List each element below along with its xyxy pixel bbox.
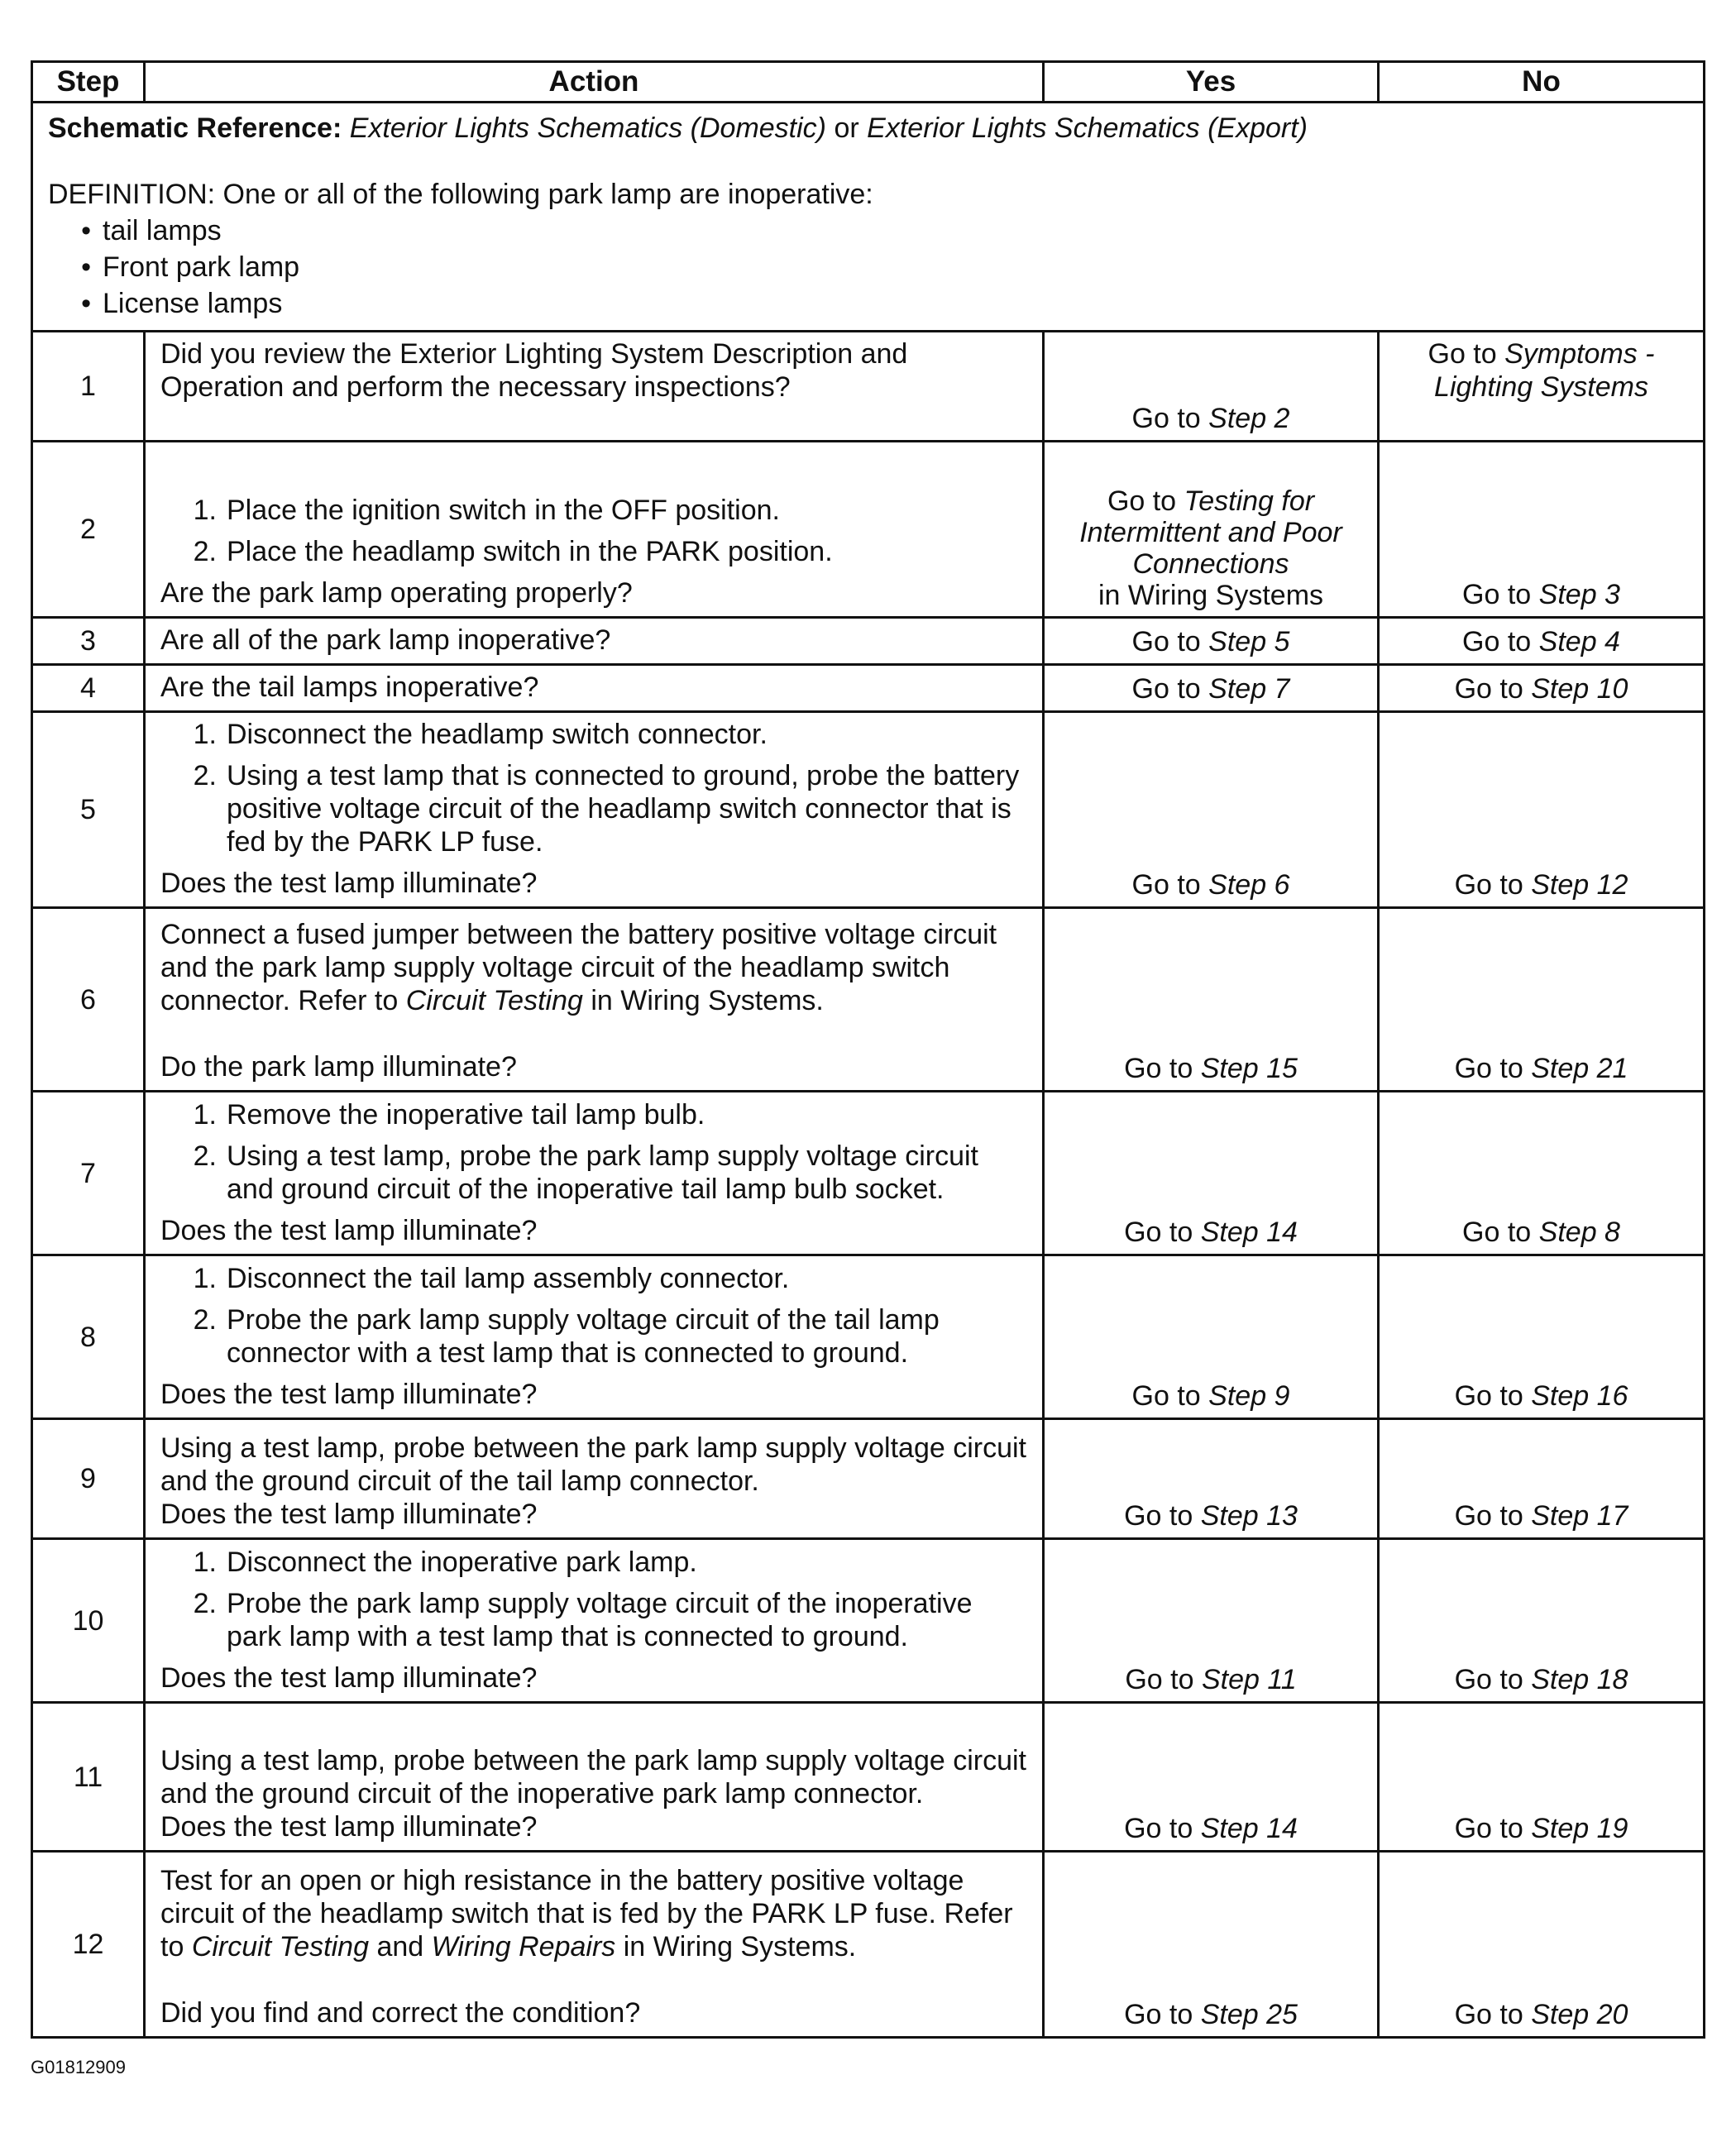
no-result (1386, 1663, 1696, 1696)
go-to-label: Go to (1454, 1999, 1523, 2030)
no-cell (1379, 332, 1705, 442)
table-row (32, 908, 1705, 1092)
action-step: 1. Disconnect the inoperative park lamp. (193, 1547, 697, 1578)
go-to-label: Go to (1454, 1500, 1523, 1532)
table-row (32, 442, 1705, 618)
action-steps (160, 718, 1031, 858)
header-yes: Yes (1044, 62, 1379, 103)
reference-or: or (834, 112, 859, 144)
step-link[interactable]: Step 5 (1208, 626, 1290, 657)
action-text: Did you review the Exterior Lighting System Description and Operation and perform the necessary inspections? (160, 338, 908, 403)
action-cell (145, 908, 1044, 1092)
step-number: 10 (32, 1539, 145, 1703)
go-to-label: Go to (1125, 1664, 1194, 1695)
no-result (1386, 672, 1696, 705)
no-result (1386, 1052, 1696, 1085)
header-row (32, 62, 1705, 103)
step-link[interactable]: Step 2 (1208, 403, 1290, 434)
go-to-label: Go to (1131, 626, 1201, 657)
table-row (32, 1539, 1705, 1703)
step-number: 12 (32, 1852, 145, 2038)
yes-cell (1044, 442, 1379, 618)
no-result (1386, 1499, 1696, 1532)
definition-list (48, 214, 1691, 320)
no-cell (1379, 1703, 1705, 1852)
yes-cell (1044, 1539, 1379, 1703)
go-to-label: Go to (1462, 579, 1532, 610)
action-cell (145, 1255, 1044, 1419)
yes-result (1051, 485, 1370, 611)
go-to-label: Go to (1454, 1380, 1523, 1412)
action-text: Using a test lamp, probe between the park lamp supply voltage circuit and the ground circuit of the tail lamp connector. (160, 1432, 1026, 1497)
diagnostic-table (31, 60, 1705, 2039)
step-number: 7 (32, 1092, 145, 1255)
step-number: 4 (32, 665, 145, 712)
step-link[interactable]: Step 14 (1200, 1217, 1298, 1248)
circuit-testing-link[interactable]: Circuit Testing (405, 985, 583, 1016)
definition-item: • Front park lamp (81, 251, 300, 283)
go-to-label: Go to (1131, 869, 1201, 901)
go-to-label: Go to (1124, 1053, 1193, 1084)
step-link[interactable]: Step 20 (1531, 1999, 1628, 2030)
action-cell (145, 1852, 1044, 2038)
step-number: 2 (32, 442, 145, 618)
step-link[interactable]: Step 8 (1538, 1217, 1620, 1248)
step-number: 3 (32, 618, 145, 665)
reference-cell (32, 103, 1705, 332)
action-cell (145, 618, 1044, 665)
action-step: 2. Place the headlamp switch in the PARK position. (193, 536, 833, 567)
action-cell (145, 665, 1044, 712)
action-cell (145, 1419, 1044, 1539)
go-to-label: Go to (1124, 1217, 1193, 1248)
yes-result (1051, 672, 1370, 705)
header-step: Step (32, 62, 145, 103)
go-to-label: Go to (1454, 1813, 1523, 1844)
yes-cell (1044, 618, 1379, 665)
action-step: 2. Using a test lamp, probe the park lamp supply voltage circuit and ground circuit of the inoperative tail lamp bulb socket. (193, 1140, 979, 1205)
step-number: 6 (32, 908, 145, 1092)
step-link[interactable]: Step 4 (1538, 626, 1620, 657)
action-cell (145, 1703, 1044, 1852)
go-to-label: Go to (1124, 1999, 1193, 2030)
action-step: 1. Place the ignition switch in the OFF position. (193, 495, 780, 526)
reference-label: Schematic Reference: (48, 112, 342, 144)
action-question: Are the park lamp operating properly? (160, 577, 633, 609)
go-to-label: Go to (1454, 869, 1523, 901)
yes-result (1051, 1998, 1370, 2031)
wiring-repairs-link[interactable]: Wiring Repairs (431, 1931, 616, 1963)
yes-cell (1044, 1419, 1379, 1539)
no-result (1386, 1998, 1696, 2031)
definition-item: • tail lamps (81, 215, 222, 246)
action-cell (145, 712, 1044, 908)
no-cell (1379, 1419, 1705, 1539)
no-result (1386, 625, 1696, 658)
step-link[interactable]: Step 16 (1531, 1380, 1628, 1412)
figure-id: G01812909 (31, 2057, 126, 2077)
step-link[interactable]: Step 7 (1208, 673, 1290, 705)
no-result (1386, 1216, 1696, 1249)
action-question: Do the park lamp illuminate? (160, 1051, 517, 1083)
step-number: 11 (32, 1703, 145, 1852)
action-question: Does the test lamp illuminate? (160, 1379, 538, 1410)
go-to-label: Go to (1454, 673, 1523, 705)
action-cell (145, 442, 1044, 618)
table-row (32, 1419, 1705, 1539)
schematic-reference (48, 112, 1691, 145)
action-steps (160, 1262, 1031, 1370)
yes-cell (1044, 1255, 1379, 1419)
no-cell (1379, 712, 1705, 908)
action-question: Are all of the park lamp inoperative? (160, 624, 611, 656)
table-row (32, 1255, 1705, 1419)
action-question: Does the test lamp illuminate? (160, 1811, 538, 1843)
definition-text: DEFINITION: One or all of the following park lamp are inoperative: (48, 179, 873, 210)
yes-result (1051, 1052, 1370, 1085)
header-action: Action (145, 62, 1044, 103)
step-number: 8 (32, 1255, 145, 1419)
action-steps (160, 494, 1031, 568)
go-to-label: Go to (1454, 1053, 1523, 1084)
go-to-label: Go to (1454, 1664, 1523, 1695)
action-question: Does the test lamp illuminate? (160, 868, 538, 899)
yes-result (1051, 1663, 1370, 1696)
step-link[interactable]: Step 11 (1201, 1664, 1297, 1695)
table-row (32, 332, 1705, 442)
reference-export: Exterior Lights Schematics (Export) (867, 112, 1308, 144)
no-result (1386, 578, 1696, 611)
yes-cell (1044, 1703, 1379, 1852)
step-number: 5 (32, 712, 145, 908)
action-step: 2. Using a test lamp that is connected to ground, probe the battery positive voltage circuit of the headlamp switch connector that is fed by the PARK LP fuse. (193, 760, 1020, 858)
action-question: Did you find and correct the condition? (160, 1997, 641, 2029)
step-number: 1 (32, 332, 145, 442)
yes-cell (1044, 1092, 1379, 1255)
action-cell (145, 1092, 1044, 1255)
no-cell (1379, 665, 1705, 712)
step-link[interactable]: Step 25 (1200, 1999, 1298, 2030)
step-number: 9 (32, 1419, 145, 1539)
table-row (32, 1703, 1705, 1852)
yes-cell (1044, 1852, 1379, 2038)
no-cell (1379, 1852, 1705, 2038)
action-text: Using a test lamp, probe between the park lamp supply voltage circuit and the ground circuit of the inoperative park lamp connector. (160, 1745, 1026, 1810)
no-cell (1379, 1539, 1705, 1703)
yes-result (1051, 625, 1370, 658)
no-result (1386, 1812, 1696, 1845)
action-text: Test for an open or high resistance in the battery positive voltage circuit of the headlamp switch that is fed by the PARK LP fuse. Refer to Circuit Testing and Wiring Repairs in Wiring Systems. (160, 1865, 1013, 1963)
action-steps (160, 1546, 1031, 1653)
go-to-label: Go to (1124, 1813, 1193, 1844)
step-link[interactable]: Step 14 (1200, 1813, 1298, 1844)
step-link[interactable]: Step 19 (1531, 1813, 1628, 1844)
table-row (32, 712, 1705, 908)
go-to-label: Go to (1131, 403, 1201, 434)
yes-cell (1044, 908, 1379, 1092)
action-text: Connect a fused jumper between the battery positive voltage circuit and the park lamp supply voltage circuit of the headlamp switch connector. Refer to Circuit Testing in Wiring Systems. (160, 919, 997, 1016)
step-link[interactable]: Step 15 (1200, 1053, 1298, 1084)
action-cell (145, 1539, 1044, 1703)
yes-cell (1044, 665, 1379, 712)
yes-result (1051, 1499, 1370, 1532)
action-question: Does the test lamp illuminate? (160, 1662, 538, 1694)
step-link[interactable]: Step 18 (1531, 1664, 1628, 1695)
go-to-label: Go to (1107, 485, 1177, 517)
action-step: 2. Probe the park lamp supply voltage circuit of the inoperative park lamp with a test lamp that is connected to ground. (193, 1588, 973, 1652)
yes-result (1051, 1379, 1370, 1413)
step-link[interactable]: Step 10 (1531, 673, 1628, 705)
go-to-label: Go to (1462, 1217, 1532, 1248)
step-link[interactable]: Step 21 (1531, 1053, 1628, 1084)
table-row (32, 618, 1705, 665)
go-to-label: Go to (1124, 1500, 1193, 1532)
no-cell (1379, 1255, 1705, 1419)
reference-domestic: Exterior Lights Schematics (Domestic) (349, 112, 827, 144)
action-question: Does the test lamp illuminate? (160, 1499, 538, 1530)
definition-item: • License lamps (81, 288, 283, 319)
step-link[interactable]: Step 13 (1200, 1500, 1298, 1532)
table-row (32, 1092, 1705, 1255)
step-link[interactable]: Symptoms - Lighting Systems (1434, 338, 1655, 403)
action-step: 1. Remove the inoperative tail lamp bulb. (193, 1099, 705, 1131)
table-row (32, 665, 1705, 712)
step-link[interactable]: Step 17 (1531, 1500, 1628, 1532)
step-link[interactable]: Step 3 (1538, 579, 1620, 610)
action-question: Does the test lamp illuminate? (160, 1215, 538, 1246)
step-link[interactable]: Testing for Intermittent and Poor Connections (1079, 485, 1342, 580)
step-link[interactable]: Step 6 (1208, 869, 1290, 901)
yes-result (1051, 1216, 1370, 1249)
yes-cell (1044, 332, 1379, 442)
yes-result (1051, 402, 1370, 435)
go-to-label: Go to (1131, 673, 1201, 705)
yes-result (1051, 1812, 1370, 1845)
step-link[interactable]: Step 12 (1531, 869, 1628, 901)
no-result (1386, 1379, 1696, 1413)
table-row (32, 1852, 1705, 2038)
yes-cell (1044, 712, 1379, 908)
no-cell (1379, 442, 1705, 618)
header-no: No (1379, 62, 1705, 103)
no-cell (1379, 908, 1705, 1092)
action-question: Are the tail lamps inoperative? (160, 672, 539, 703)
yes-result (1051, 868, 1370, 901)
step-link[interactable]: Step 9 (1208, 1380, 1290, 1412)
no-cell (1379, 1092, 1705, 1255)
reference-row (32, 103, 1705, 332)
action-steps (160, 1098, 1031, 1206)
go-to-label: Go to (1131, 1380, 1201, 1412)
no-result (1386, 337, 1696, 404)
action-step: 1. Disconnect the tail lamp assembly connector. (193, 1263, 790, 1294)
action-step: 2. Probe the park lamp supply voltage circuit of the tail lamp connector with a test lamp that is connected to ground. (193, 1304, 940, 1369)
no-cell (1379, 618, 1705, 665)
circuit-testing-link[interactable]: Circuit Testing (191, 1931, 369, 1963)
action-step: 1. Disconnect the headlamp switch connector. (193, 719, 768, 750)
link-suffix: in Wiring Systems (1098, 580, 1324, 611)
go-to-label: Go to (1462, 626, 1532, 657)
go-to-label: Go to (1428, 338, 1497, 370)
no-result (1386, 868, 1696, 901)
action-cell (145, 332, 1044, 442)
